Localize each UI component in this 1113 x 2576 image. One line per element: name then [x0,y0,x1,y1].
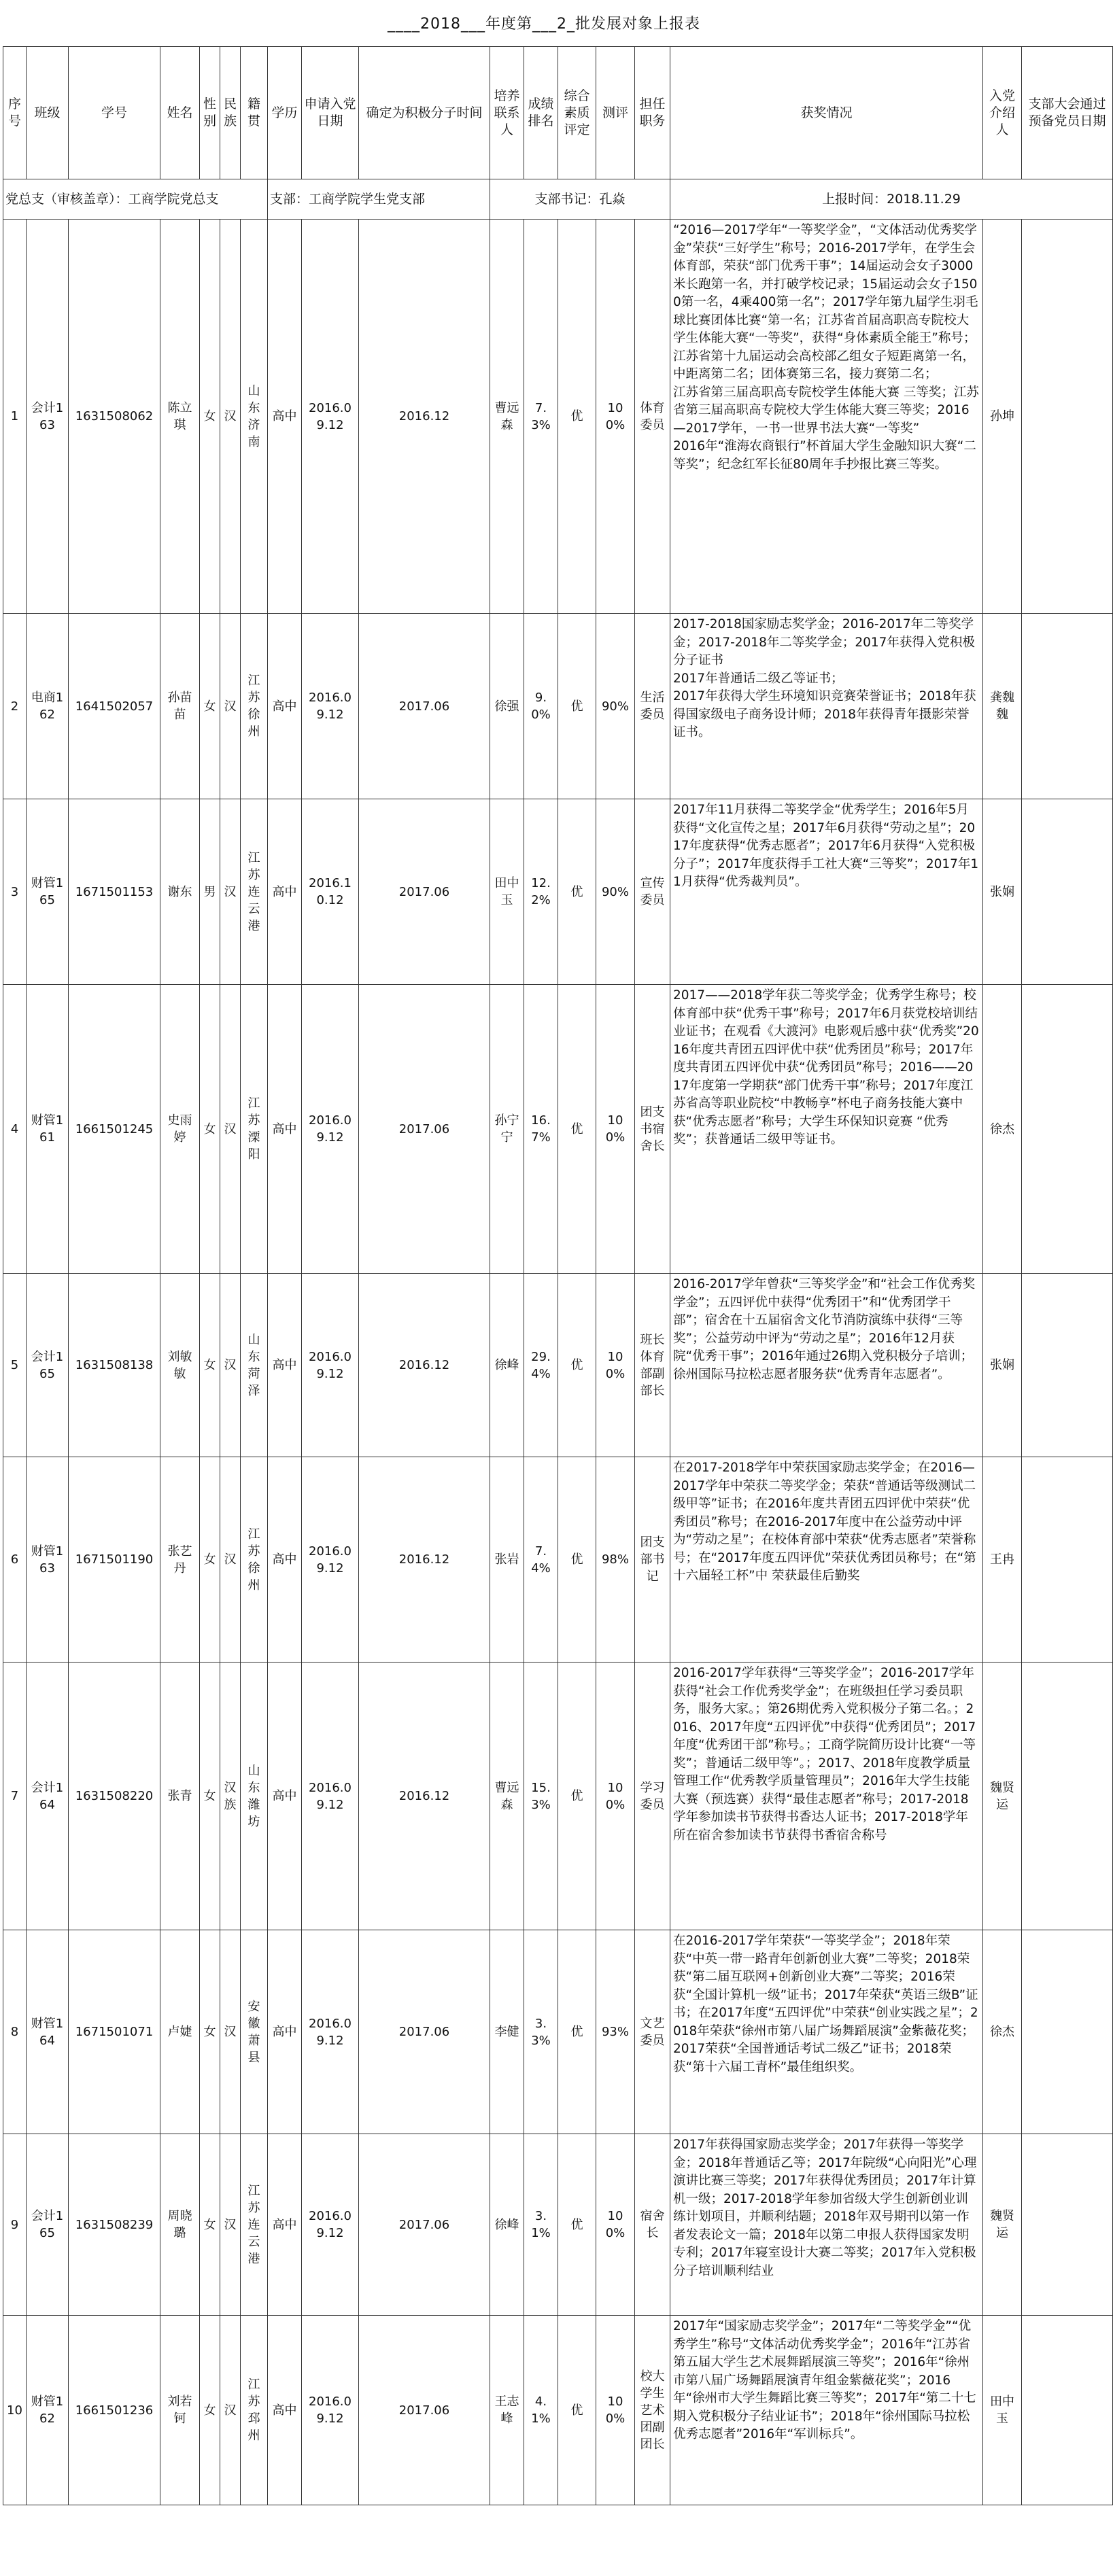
cell-gender: 男 [200,799,220,985]
cell-awards: 2017年获得国家励志奖学金；2017年获得一等奖学金；2018年普通话乙等；2017年院级“心向阳光”心理演讲比赛三等奖；2017年获得优秀团员；2017年计算机一级；2017-2018学年参加省级大学生创新创业训练计划项目，并顺利结题；2018年双号期刊以第一作者发表论文一篇；2018年以第二申报人获得国家发明专利；2017年寝室设计大赛二等奖；2017年入党积极分子培训顺利结业 [670,2134,983,2316]
col-header: 学历 [268,47,302,179]
cell-origin: 江苏连云港 [241,799,268,985]
cell-date [1022,2316,1113,2505]
general-branch: 党总支（审核盖章）：工商学院党总支 [3,179,268,220]
cell-edu: 高中 [268,614,302,799]
col-header: 申请入党日期 [302,47,359,179]
cell-apply: 2016.09.12 [302,1930,359,2134]
cell-mentor: 孙宁宁 [490,985,524,1274]
cell-apply: 2016.09.12 [302,2134,359,2316]
cell-rank: 29.4% [524,1274,558,1457]
cell-id: 1631508239 [69,2134,160,2316]
cell-origin: 江苏邳州 [241,2316,268,2505]
cell-activist: 2016.12 [359,1274,490,1457]
cell-date [1022,2134,1113,2316]
cell-id: 1641502057 [69,614,160,799]
cell-rank: 3.1% [524,2134,558,2316]
cell-origin: 安徽萧县 [241,1930,268,2134]
cell-origin: 山东济南 [241,220,268,614]
cell-name: 刘敏敏 [160,1274,200,1457]
cell-activist: 2017.06 [359,614,490,799]
cell-date [1022,1930,1113,2134]
cell-gender: 女 [200,1663,220,1930]
cell-post: 体育委员 [635,220,670,614]
cell-quality: 优 [558,985,596,1274]
cell-rank: 12.2% [524,799,558,985]
cell-class: 财管165 [27,799,69,985]
cell-id: 1631508138 [69,1274,160,1457]
col-header: 担任职务 [635,47,670,179]
cell-no: 4 [3,985,27,1274]
cell-name: 陈立琪 [160,220,200,614]
cell-introducer: 田中玉 [983,2316,1022,2505]
cell-no: 6 [3,1457,27,1663]
cell-apply: 2016.10.12 [302,799,359,985]
cell-introducer: 魏贤运 [983,2134,1022,2316]
page-title: ____2018___年度第___2_批发展对象上报表 [388,16,700,33]
cell-eval: 90% [596,614,635,799]
table-row [3,1930,1113,2134]
cell-rank: 16.7% [524,985,558,1274]
header-info-row [3,179,1113,220]
report-table [3,46,1113,2505]
cell-date [1022,1274,1113,1457]
cell-name: 孙苗苗 [160,614,200,799]
cell-rank: 15.3% [524,1663,558,1930]
table-row [3,1663,1113,1930]
cell-eval: 93% [596,1930,635,2134]
cell-apply: 2016.09.12 [302,614,359,799]
cell-post: 文艺委员 [635,1930,670,2134]
table-row [3,1457,1113,1663]
cell-introducer: 徐杰 [983,985,1022,1274]
cell-class: 财管164 [27,1930,69,2134]
cell-origin: 江苏徐州 [241,614,268,799]
cell-introducer: 魏贤运 [983,1663,1022,1930]
table-row [3,985,1113,1274]
cell-awards: 2016-2017学年获得“三等奖学金”；2016-2017学年获得“社会工作优秀奖学金”；在班级担任学习委员职务，服务大家。；第26期优秀入党积极分子第二名。；2016、2017年度“五四评优”中获得“优秀团员”；2017年度“优秀团干部”称号。；工商学院简历设计比赛“一等奖”；普通话二级甲等”。；2017、2018年度教学质量管理工作“优秀教学质量管理员”；2016年大学生技能大赛（预选赛）获得“最佳志愿者”称号；2017-2018学年参加读书节获得书香达人证书；2017-2018学年所在宿舍参加读书节获得书香宿舍称号 [670,1663,983,1930]
cell-post: 宣传委员 [635,799,670,985]
cell-rank: 7.4% [524,1457,558,1663]
cell-quality: 优 [558,2134,596,2316]
cell-edu: 高中 [268,1274,302,1457]
cell-apply: 2016.09.12 [302,985,359,1274]
cell-post: 团支书宿舍长 [635,985,670,1274]
cell-activist: 2016.12 [359,220,490,614]
cell-origin: 江苏徐州 [241,1457,268,1663]
table-row [3,614,1113,799]
cell-post: 团支部书记 [635,1457,670,1663]
cell-awards: 2017年11月获得二等奖学金“优秀学生；2016年5月获得“文化宣传之星；2017年6月获得“劳动之星”；2017年度获得“优秀志愿者”；2017年6月获得“入党积极分子”；2017年度获得手工社大赛“三等奖”；2017年11月获得“优秀裁判员”。 [670,799,983,985]
cell-awards: 2017年“国家励志奖学金”；2017年“二等奖学金”“优秀学生”称号“文体活动优秀奖学金”；2016年“江苏省第五届大学生艺术展舞蹈展演三等奖”；2016年“徐州市第八届广场舞蹈展演青年组金紫薇花奖”；2016年“徐州市大学生舞蹈比赛三等奖”；2017年“第二十七期入党积极分子结业证书”；2018年“徐州国际马拉松优秀志愿者”2016年“军训标兵”。 [670,2316,983,2505]
cell-edu: 高中 [268,2134,302,2316]
col-header: 民族 [220,47,241,179]
cell-mentor: 田中玉 [490,799,524,985]
cell-ethnic: 汉 [220,799,241,985]
cell-quality: 优 [558,220,596,614]
cell-class: 会计165 [27,2134,69,2316]
cell-class: 财管163 [27,1457,69,1663]
cell-gender: 女 [200,2134,220,2316]
cell-rank: 9.0% [524,614,558,799]
col-header: 综合素质评定 [558,47,596,179]
cell-mentor: 王志峰 [490,2316,524,2505]
cell-origin: 山东菏泽 [241,1274,268,1457]
cell-edu: 高中 [268,1930,302,2134]
cell-eval: 100% [596,1663,635,1930]
cell-activist: 2017.06 [359,2134,490,2316]
cell-activist: 2017.06 [359,985,490,1274]
cell-mentor: 曹远森 [490,1663,524,1930]
cell-post: 生活委员 [635,614,670,799]
cell-id: 1671501071 [69,1930,160,2134]
cell-no: 2 [3,614,27,799]
cell-name: 张青 [160,1663,200,1930]
cell-no: 10 [3,2316,27,2505]
cell-class: 电商162 [27,614,69,799]
cell-edu: 高中 [268,799,302,985]
cell-eval: 98% [596,1457,635,1663]
cell-ethnic: 汉 [220,1274,241,1457]
cell-date [1022,1663,1113,1930]
cell-post: 宿舍长 [635,2134,670,2316]
cell-edu: 高中 [268,220,302,614]
cell-ethnic: 汉 [220,2316,241,2505]
cell-edu: 高中 [268,1457,302,1663]
cell-ethnic: 汉 [220,614,241,799]
cell-activist: 2017.06 [359,799,490,985]
cell-mentor: 张岩 [490,1457,524,1663]
cell-eval: 100% [596,985,635,1274]
cell-awards: 在2017-2018学年中荣获国家励志奖学金；在2016—2017学年中荣获二等奖学金；荣获“普通话等级测试二级甲等”证书；在2016年度共青团五四评优中荣获“优秀团员”称号；在2016-2017年度中在公益劳动中评为“劳动之星”；在校体育部中荣获“优秀志愿者”荣誉称号；在“2017年度五四评优”荣获优秀团员称号；在“第十六届轻工杯”中 荣获最佳后勤奖 [670,1457,983,1663]
col-header: 培养联系人 [490,47,524,179]
cell-name: 卢婕 [160,1930,200,2134]
cell-introducer: 徐杰 [983,1930,1022,2134]
cell-apply: 2016.09.12 [302,1274,359,1457]
cell-post: 学习委员 [635,1663,670,1930]
table-row [3,2316,1113,2505]
cell-mentor: 徐强 [490,614,524,799]
cell-mentor: 徐峰 [490,2134,524,2316]
table-row [3,220,1113,614]
cell-gender: 女 [200,985,220,1274]
cell-apply: 2016.09.12 [302,2316,359,2505]
cell-mentor: 徐峰 [490,1274,524,1457]
cell-rank: 7.3% [524,220,558,614]
cell-edu: 高中 [268,2316,302,2505]
cell-name: 谢东 [160,799,200,985]
cell-awards: 2017-2018国家励志奖学金；2016-2017年二等奖学金；2017-2018年二等奖学金；2017年获得入党积极分子证书 2017年普通话二级乙等证书； 2017年获得大学生环境知识竞赛荣誉证书；2018年获得国家级电子商务设计师；2018年获得青年摄影荣誉证书。 [670,614,983,799]
cell-gender: 女 [200,220,220,614]
cell-eval: 100% [596,1274,635,1457]
cell-eval: 100% [596,2316,635,2505]
cell-ethnic: 汉 [220,1930,241,2134]
cell-no: 1 [3,220,27,614]
col-header: 学号 [69,47,160,179]
cell-eval: 90% [596,799,635,985]
col-header: 入党介绍人 [983,47,1022,179]
cell-eval: 100% [596,220,635,614]
cell-quality: 优 [558,799,596,985]
cell-class: 会计163 [27,220,69,614]
cell-activist: 2017.06 [359,2316,490,2505]
col-header: 确定为积极分子时间 [359,47,490,179]
cell-quality: 优 [558,2316,596,2505]
cell-date [1022,220,1113,614]
secretary: 支部书记：孔焱 [490,179,670,220]
cell-ethnic: 汉 [220,985,241,1274]
cell-introducer: 孙坤 [983,220,1022,614]
cell-no: 9 [3,2134,27,2316]
cell-quality: 优 [558,1930,596,2134]
col-header: 测评 [596,47,635,179]
cell-post: 班长体育部副部长 [635,1274,670,1457]
cell-introducer: 张娴 [983,799,1022,985]
cell-edu: 高中 [268,985,302,1274]
cell-awards: 在2016-2017学年荣获“一等奖学金”；2018年荣获“中英一带一路青年创新创业大赛”二等奖；2018荣获“第二届互联网+创新创业大赛”二等奖；2016荣获“全国计算机一级”证书；2017年荣获“英语三级B”证书；在2017年度“五四评优”中荣获“创业实践之星”；2018年荣获“徐州市第八届广场舞蹈展演”金紫薇花奖；2017荣获“全国普通话考试二级乙”证书；2018荣获“第十六届工青杯”最佳组织奖。 [670,1930,983,2134]
cell-gender: 女 [200,1930,220,2134]
cell-origin: 江苏溧阳 [241,985,268,1274]
column-header-row [3,47,1113,179]
table-body [3,220,1113,2505]
cell-gender: 女 [200,614,220,799]
cell-quality: 优 [558,1457,596,1663]
cell-introducer: 张娴 [983,1274,1022,1457]
cell-quality: 优 [558,1663,596,1930]
cell-eval: 100% [596,2134,635,2316]
cell-name: 周晓璐 [160,2134,200,2316]
cell-apply: 2016.09.12 [302,220,359,614]
cell-ethnic: 汉 [220,220,241,614]
table-row [3,1274,1113,1457]
cell-no: 7 [3,1663,27,1930]
cell-activist: 2016.12 [359,1457,490,1663]
cell-date [1022,799,1113,985]
cell-ethnic: 汉 [220,1457,241,1663]
col-header: 成绩排名 [524,47,558,179]
cell-class: 会计164 [27,1663,69,1930]
col-header: 姓名 [160,47,200,179]
cell-gender: 女 [200,1274,220,1457]
cell-class: 会计165 [27,1274,69,1457]
cell-ethnic: 汉 [220,2134,241,2316]
cell-awards: 2016-2017学年曾获“三等奖学金”和“社会工作优秀奖学金”；五四评优中获得“优秀团干”和“优秀团学干部”；宿舍在十五届宿舍文化节消防演练中获得“三等奖”；公益劳动中评为“劳动之星”；2016年12月获院“优秀干事”；2016年通过26期入党积极分子培训；徐州国际马拉松志愿者服务获“优秀青年志愿者”。 [670,1274,983,1457]
cell-rank: 3.3% [524,1930,558,2134]
branch: 支部：工商学院学生党支部 [268,179,490,220]
cell-date [1022,614,1113,799]
cell-name: 史雨婷 [160,985,200,1274]
cell-id: 1671501153 [69,799,160,985]
col-header: 支部大会通过预备党员日期 [1022,47,1113,179]
cell-introducer: 王冉 [983,1457,1022,1663]
cell-quality: 优 [558,1274,596,1457]
cell-no: 8 [3,1930,27,2134]
cell-introducer: 龚魏魏 [983,614,1022,799]
cell-awards: 2017——2018学年获二等奖学金；优秀学生称号；校体育部中获“优秀干事”称号；2017年6月获党校培训结业证书；在观看《大渡河》电影观后感中获“优秀奖”2016年度共青团五四评优中获“优秀团员”称号；2017年度共青团五四评优中获“优秀团员”称号；2016——2017年度第一学期获“部门优秀干事”称号；2017年度江苏省高等职业院校“中教畅享”杯电子商务技能大赛中获“优秀志愿者”称号；大学生环保知识竞赛 “优秀奖”；获普通话二级甲等证书。 [670,985,983,1274]
cell-id: 1661501236 [69,2316,160,2505]
cell-mentor: 曹远森 [490,220,524,614]
col-header: 籍贯 [241,47,268,179]
cell-apply: 2016.09.12 [302,1663,359,1930]
cell-date [1022,985,1113,1274]
cell-name: 刘若钶 [160,2316,200,2505]
cell-id: 1661501245 [69,985,160,1274]
cell-date [1022,1457,1113,1663]
cell-gender: 女 [200,1457,220,1663]
cell-ethnic: 汉族 [220,1663,241,1930]
cell-edu: 高中 [268,1663,302,1930]
cell-mentor: 李健 [490,1930,524,2134]
cell-origin: 山东潍坊 [241,1663,268,1930]
cell-no: 3 [3,799,27,985]
cell-id: 1631508062 [69,220,160,614]
cell-id: 1631508220 [69,1663,160,1930]
cell-origin: 江苏连云港 [241,2134,268,2316]
cell-class: 财管162 [27,2316,69,2505]
table-row [3,2134,1113,2316]
col-header: 获奖情况 [670,47,983,179]
cell-post: 校大学生艺术团副团长 [635,2316,670,2505]
cell-id: 1671501190 [69,1457,160,1663]
cell-class: 财管161 [27,985,69,1274]
cell-quality: 优 [558,614,596,799]
table-row [3,799,1113,985]
cell-awards: “2016—2017学年“一等奖学金”，“文体活动优秀奖学金”荣获“三好学生”称号；2016-2017学年，在学生会体育部，荣获“部门优秀干事”；14届运动会女子3000米长跑第一名，并打破学校记录；15届运动会女子1500第一名，4乘400第一名”；2017学年第九届学生羽毛球比赛团体比赛“第一名；江苏省首届高职高专院校大学生体能大赛“一等奖”，获得“身体素质全能王”称号；江苏省第十九届运动会高校部乙组女子短距离第一名，中距离第二名；团体赛第三名，接力赛第二名； 江苏省第三届高职高专院校学生体能大赛 三等奖；江苏省第三届高职高专院校大学生体能大赛三等奖；2016—2017学年，一书一世界书法大赛“一等奖” 2016年“淮海农商银行”杯首届大学生金融知识大赛“二等奖”；纪念红军长征80周年手抄报比赛三等奖。 [670,220,983,614]
col-header: 班级 [27,47,69,179]
cell-gender: 女 [200,2316,220,2505]
cell-no: 5 [3,1274,27,1457]
report-time: 上报时间：2018.11.29 [670,179,1113,220]
cell-activist: 2016.12 [359,1663,490,1930]
cell-activist: 2017.06 [359,1930,490,2134]
col-header: 性别 [200,47,220,179]
cell-name: 张艺丹 [160,1457,200,1663]
cell-rank: 4.1% [524,2316,558,2505]
cell-apply: 2016.09.12 [302,1457,359,1663]
col-header: 序号 [3,47,27,179]
